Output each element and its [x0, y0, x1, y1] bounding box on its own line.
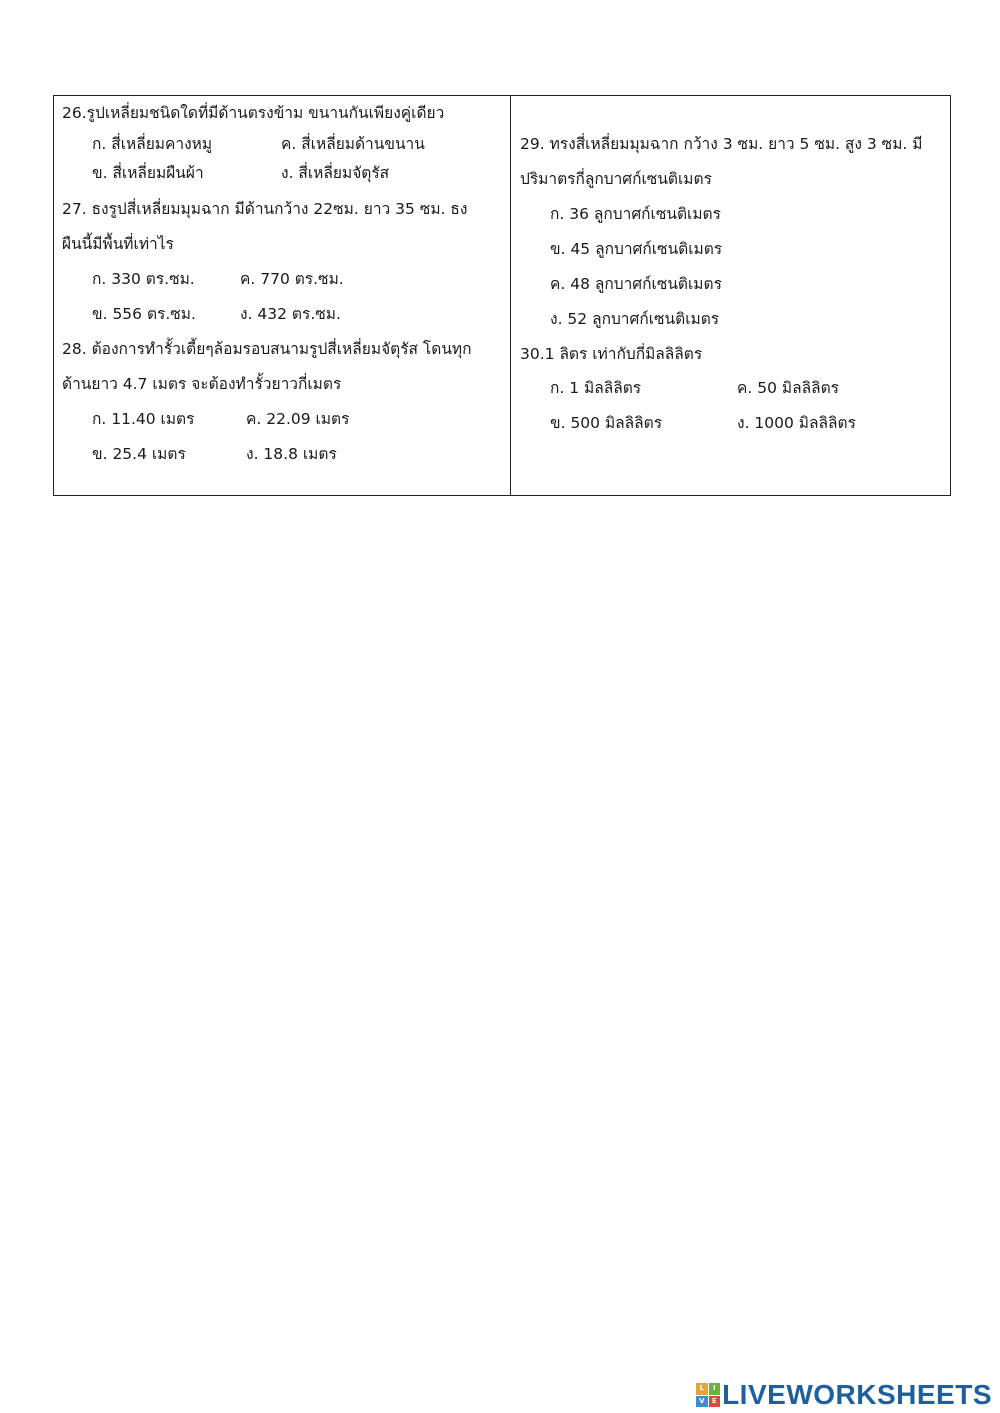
q27-option-c[interactable]: ค. 770 ตร.ซม. — [240, 270, 344, 288]
q26-option-d[interactable]: ง. สี่เหลี่ยมจัตุรัส — [281, 164, 390, 182]
q26-option-a[interactable]: ก. สี่เหลี่ยมคางหมู — [92, 135, 213, 153]
q30-option-d[interactable]: ง. 1000 มิลลิลิตร — [737, 414, 856, 432]
q30-option-c[interactable]: ค. 50 มิลลิลิตร — [737, 379, 839, 397]
q28-question-line2: ด้านยาว 4.7 เมตร จะต้องทำรั้วยาวกี่เมตร — [62, 375, 342, 393]
q30-question: 30.1 ลิตร เท่ากับกี่มิลลิลิตร — [520, 345, 703, 363]
liveworksheets-logo[interactable] — [696, 1379, 992, 1411]
q28-option-d[interactable]: ง. 18.8 เมตร — [246, 445, 337, 463]
q26-question: 26.รูปเหลี่ยมชนิดใดที่มีด้านตรงข้าม ขนานกันเพียงคู่เดียว — [62, 104, 445, 122]
q27-question-line1: 27. ธงรูปสี่เหลี่ยมมุมฉาก มีด้านกว้าง 22ซม. ยาว 35 ซม. ธง — [62, 200, 468, 218]
live-logo-icon — [696, 1383, 720, 1407]
worksheet-table — [53, 95, 951, 496]
right-column — [511, 96, 950, 495]
q28-option-b[interactable]: ข. 25.4 เมตร — [92, 445, 186, 463]
q29-option-a[interactable]: ก. 36 ลูกบาศก์เซนติเมตร — [550, 205, 721, 223]
q28-option-c[interactable]: ค. 22.09 เมตร — [246, 410, 350, 428]
q29-question-line2: ปริมาตรกี่ลูกบาศก์เซนติเมตร — [520, 170, 712, 188]
q26-option-c[interactable]: ค. สี่เหลี่ยมด้านขนาน — [281, 135, 425, 153]
q27-option-d[interactable]: ง. 432 ตร.ซม. — [240, 305, 341, 323]
logo-letter: I — [709, 1383, 721, 1395]
q29-option-d[interactable]: ง. 52 ลูกบาศก์เซนติเมตร — [550, 310, 720, 328]
q27-question-line2: ผืนนี้มีพื้นที่เท่าไร — [62, 235, 174, 253]
logo-letter: V — [696, 1396, 708, 1408]
q26-option-b[interactable]: ข. สี่เหลี่ยมผืนผ้า — [92, 164, 204, 182]
left-column — [54, 96, 511, 495]
logo-letter: E — [709, 1396, 721, 1408]
q28-question-line1: 28. ต้องการทำรั้วเตี้ยๆล้อมรอบสนามรูปสี่เหลี่ยมจัตุรัส โดนทุก — [62, 340, 472, 358]
q28-option-a[interactable]: ก. 11.40 เมตร — [92, 410, 195, 428]
q30-option-a[interactable]: ก. 1 มิลลิลิตร — [550, 379, 642, 397]
q27-option-b[interactable]: ข. 556 ตร.ซม. — [92, 305, 196, 323]
q29-option-c[interactable]: ค. 48 ลูกบาศก์เซนติเมตร — [550, 275, 722, 293]
logo-letter: L — [696, 1383, 708, 1395]
q27-option-a[interactable]: ก. 330 ตร.ซม. — [92, 270, 195, 288]
q30-option-b[interactable]: ข. 500 มิลลิลิตร — [550, 414, 663, 432]
q29-question-line1: 29. ทรงสี่เหลี่ยมมุมฉาก กว้าง 3 ซม. ยาว 5 ซม. สูง 3 ซม. มี — [520, 135, 923, 153]
q29-option-b[interactable]: ข. 45 ลูกบาศก์เซนติเมตร — [550, 240, 723, 258]
logo-text: LIVEWORKSHEETS — [722, 1379, 992, 1410]
